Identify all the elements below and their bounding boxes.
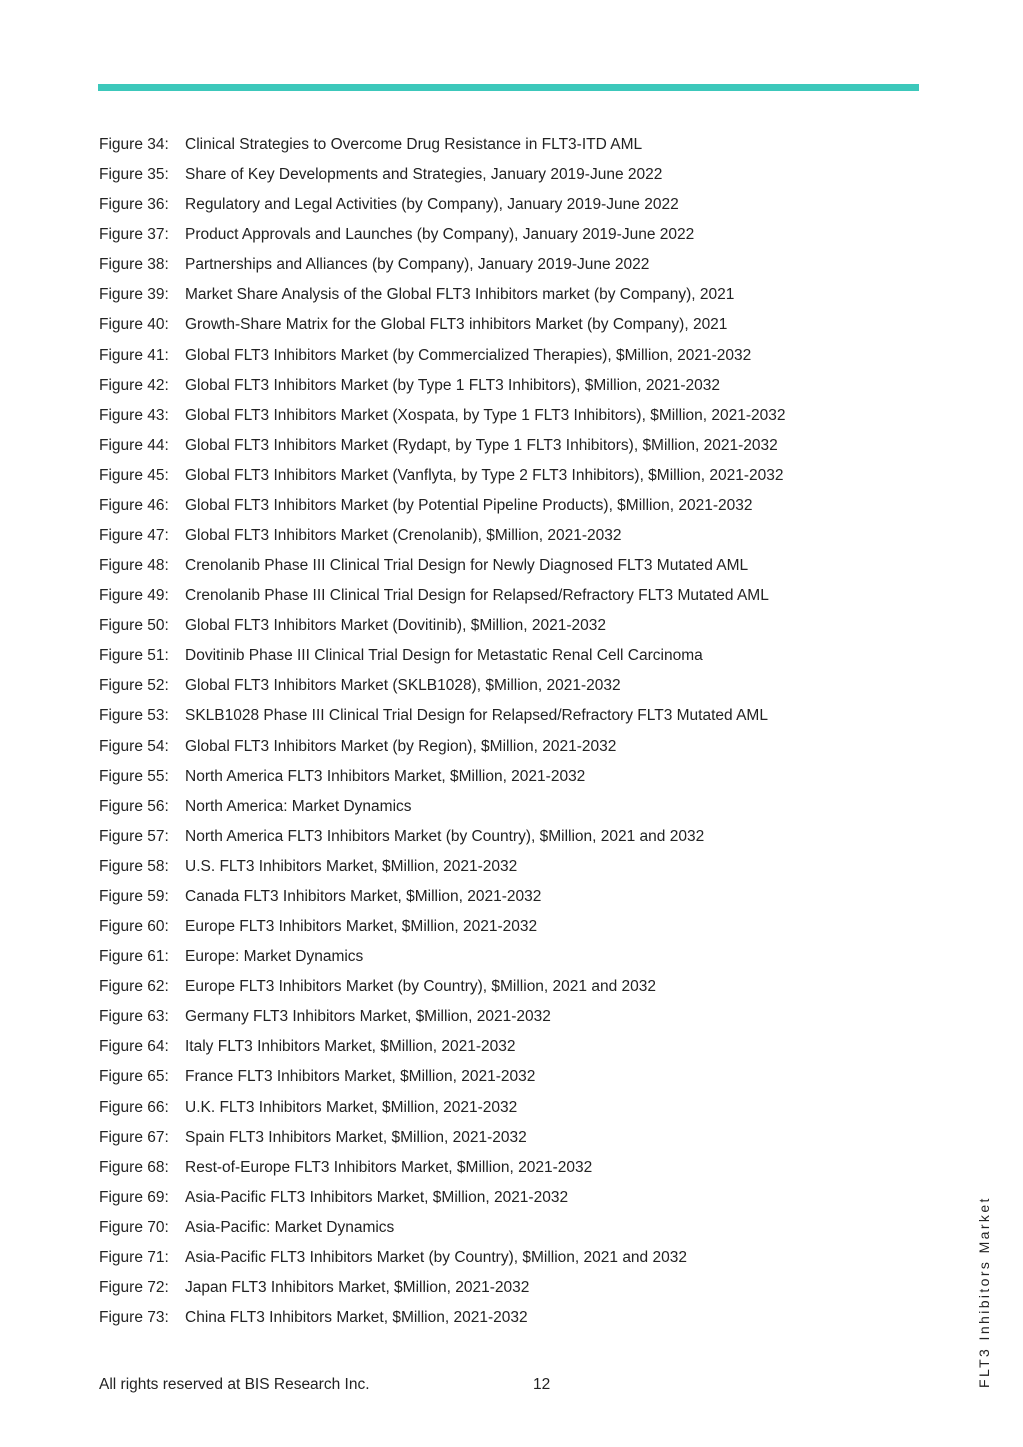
list-item: [99, 130, 786, 160]
list-item: [99, 551, 786, 581]
list-item: [99, 1062, 786, 1092]
list-item: [99, 581, 786, 611]
figure-title: Share of Key Developments and Strategies, January 2019-June 2022: [185, 166, 663, 184]
figure-title: Europe FLT3 Inhibitors Market, $Million, 2021-2032: [185, 918, 538, 936]
list-item: [99, 822, 786, 852]
list-item: [99, 1002, 786, 1032]
figure-number: Figure 71:: [99, 1248, 169, 1266]
figure-number: Figure 36:: [99, 196, 169, 214]
figure-number: Figure 48:: [99, 557, 169, 575]
header-accent-bar: [98, 84, 919, 91]
list-item: [99, 852, 786, 882]
figure-number: Figure 46:: [99, 496, 169, 514]
list-item: [99, 671, 786, 701]
figure-number: Figure 55:: [99, 767, 169, 785]
figure-title: Growth-Share Matrix for the Global FLT3 inhibitors Market (by Company), 2021: [185, 316, 728, 334]
figure-number: Figure 42:: [99, 376, 169, 394]
figure-number: Figure 62:: [99, 978, 169, 996]
figure-number: Figure 61:: [99, 948, 169, 966]
figure-title: Germany FLT3 Inhibitors Market, $Million, 2021-2032: [185, 1008, 551, 1026]
figure-number: Figure 52:: [99, 677, 169, 695]
figure-title: Global FLT3 Inhibitors Market (Rydapt, by Type 1 FLT3 Inhibitors), $Million, 2021-2032: [185, 436, 778, 454]
figure-title: Dovitinib Phase III Clinical Trial Design for Metastatic Renal Cell Carcinoma: [185, 647, 703, 665]
list-item: [99, 912, 786, 942]
list-item: [99, 1032, 786, 1062]
figure-title: SKLB1028 Phase III Clinical Trial Design for Relapsed/Refractory FLT3 Mutated AML: [185, 707, 768, 725]
figure-number: Figure 35:: [99, 166, 169, 184]
figure-number: Figure 73:: [99, 1309, 169, 1327]
list-item: [99, 190, 786, 220]
figure-title: Asia-Pacific FLT3 Inhibitors Market (by Country), $Million, 2021 and 2032: [185, 1248, 687, 1266]
list-item: [99, 701, 786, 731]
footer-copyright: All rights reserved at BIS Research Inc.: [99, 1376, 370, 1393]
figure-title: Global FLT3 Inhibitors Market (by Region), $Million, 2021-2032: [185, 737, 617, 755]
list-item: [99, 641, 786, 671]
figure-title: Partnerships and Alliances (by Company), January 2019-June 2022: [185, 256, 650, 274]
figure-title: Market Share Analysis of the Global FLT3 Inhibitors market (by Company), 2021: [185, 286, 735, 304]
figure-title: Global FLT3 Inhibitors Market (Vanflyta, by Type 2 FLT3 Inhibitors), $Million, 2021-2032: [185, 466, 784, 484]
figure-number: Figure 38:: [99, 256, 169, 274]
figure-title: France FLT3 Inhibitors Market, $Million, 2021-2032: [185, 1068, 536, 1086]
figure-number: Figure 69:: [99, 1188, 169, 1206]
list-item: [99, 882, 786, 912]
list-item: [99, 942, 786, 972]
list-item: [99, 1183, 786, 1213]
figure-number: Figure 53:: [99, 707, 169, 725]
figure-number: Figure 34:: [99, 136, 169, 153]
figure-number: Figure 70:: [99, 1218, 169, 1236]
list-item: [99, 732, 786, 762]
page-number: 12: [533, 1376, 551, 1393]
figure-number: Figure 47:: [99, 527, 169, 545]
list-item: [99, 1093, 786, 1123]
figure-title: Europe: Market Dynamics: [185, 948, 364, 966]
figure-title: Global FLT3 Inhibitors Market (Dovitinib), $Million, 2021-2032: [185, 617, 606, 635]
figure-number: Figure 63:: [99, 1008, 169, 1026]
list-item: [99, 1153, 786, 1183]
list-item: [99, 160, 786, 190]
figure-title: Global FLT3 Inhibitors Market (by Potential Pipeline Products), $Million, 2021-2032: [185, 496, 753, 514]
figure-title: North America FLT3 Inhibitors Market (by Country), $Million, 2021 and 2032: [185, 827, 705, 845]
list-item: [99, 1303, 786, 1333]
list-item: [99, 491, 786, 521]
figure-title: Global FLT3 Inhibitors Market (SKLB1028), $Million, 2021-2032: [185, 677, 621, 695]
figure-title: Italy FLT3 Inhibitors Market, $Million, 2021-2032: [185, 1038, 516, 1056]
figure-number: Figure 59:: [99, 887, 169, 905]
figure-title: Asia-Pacific: Market Dynamics: [185, 1218, 395, 1236]
figure-number: Figure 41:: [99, 346, 169, 364]
figure-number: Figure 67:: [99, 1128, 169, 1146]
list-item: [99, 972, 786, 1002]
list-item: [99, 762, 786, 792]
figure-number: Figure 43:: [99, 406, 169, 424]
figure-number: Figure 51:: [99, 647, 169, 665]
figure-title: Europe FLT3 Inhibitors Market (by Country), $Million, 2021 and 2032: [185, 978, 656, 996]
list-item: [99, 341, 786, 371]
figure-number: Figure 60:: [99, 918, 169, 936]
figure-title: Rest-of-Europe FLT3 Inhibitors Market, $Million, 2021-2032: [185, 1158, 593, 1176]
list-item: [99, 1213, 786, 1243]
figure-title: North America: Market Dynamics: [185, 797, 412, 815]
figure-title: China FLT3 Inhibitors Market, $Million, 2021-2032: [185, 1309, 528, 1327]
figure-title: U.K. FLT3 Inhibitors Market, $Million, 2021-2032: [185, 1098, 518, 1116]
figure-number: Figure 37:: [99, 226, 169, 244]
figure-number: Figure 45:: [99, 466, 169, 484]
list-item: [99, 1273, 786, 1303]
figure-number: Figure 65:: [99, 1068, 169, 1086]
figure-title: Crenolanib Phase III Clinical Trial Design for Newly Diagnosed FLT3 Mutated AML: [185, 557, 749, 575]
figure-number: Figure 44:: [99, 436, 169, 454]
figure-title: Global FLT3 Inhibitors Market (by Commercialized Therapies), $Million, 2021-2032: [185, 346, 752, 364]
list-item: [99, 401, 786, 431]
figure-number: Figure 54:: [99, 737, 169, 755]
figure-number: Figure 50:: [99, 617, 169, 635]
figure-title: North America FLT3 Inhibitors Market, $Million, 2021-2032: [185, 767, 586, 785]
figure-number: Figure 39:: [99, 286, 169, 304]
list-item: [99, 310, 786, 340]
side-report-title: FLT3 Inhibitors Market: [976, 1196, 992, 1388]
figure-number: Figure 72:: [99, 1278, 169, 1296]
figure-title: Canada FLT3 Inhibitors Market, $Million, 2021-2032: [185, 887, 542, 905]
figure-title: Regulatory and Legal Activities (by Company), January 2019-June 2022: [185, 196, 679, 214]
figure-title: Spain FLT3 Inhibitors Market, $Million, 2021-2032: [185, 1128, 527, 1146]
figure-number: Figure 58:: [99, 857, 169, 875]
list-item: [99, 461, 786, 491]
figure-title: U.S. FLT3 Inhibitors Market, $Million, 2021-2032: [185, 857, 518, 875]
figure-title: Crenolanib Phase III Clinical Trial Design for Relapsed/Refractory FLT3 Mutated AML: [185, 587, 769, 605]
figure-title: Product Approvals and Launches (by Company), January 2019-June 2022: [185, 226, 695, 244]
figure-number: Figure 40:: [99, 316, 169, 334]
list-of-figures: [99, 130, 786, 1333]
list-item: [99, 431, 786, 461]
list-item: [99, 250, 786, 280]
list-item: [99, 792, 786, 822]
figure-title: Global FLT3 Inhibitors Market (Crenolanib), $Million, 2021-2032: [185, 527, 622, 545]
list-item: [99, 220, 786, 250]
figure-number: Figure 56:: [99, 797, 169, 815]
list-item: [99, 611, 786, 641]
figure-number: Figure 66:: [99, 1098, 169, 1116]
figure-title: Clinical Strategies to Overcome Drug Resistance in FLT3-ITD AML: [185, 136, 643, 153]
figure-title: Asia-Pacific FLT3 Inhibitors Market, $Million, 2021-2032: [185, 1188, 569, 1206]
list-item: [99, 1243, 786, 1273]
figure-number: Figure 64:: [99, 1038, 169, 1056]
list-item: [99, 1123, 786, 1153]
list-item: [99, 371, 786, 401]
figure-title: Global FLT3 Inhibitors Market (by Type 1 FLT3 Inhibitors), $Million, 2021-2032: [185, 376, 720, 394]
figure-number: Figure 57:: [99, 827, 169, 845]
figure-title: Global FLT3 Inhibitors Market (Xospata, by Type 1 FLT3 Inhibitors), $Million, 2021-2032: [185, 406, 786, 424]
figure-number: Figure 68:: [99, 1158, 169, 1176]
list-item: [99, 521, 786, 551]
list-item: [99, 280, 786, 310]
figure-number: Figure 49:: [99, 587, 169, 605]
figure-title: Japan FLT3 Inhibitors Market, $Million, 2021-2032: [185, 1278, 530, 1296]
